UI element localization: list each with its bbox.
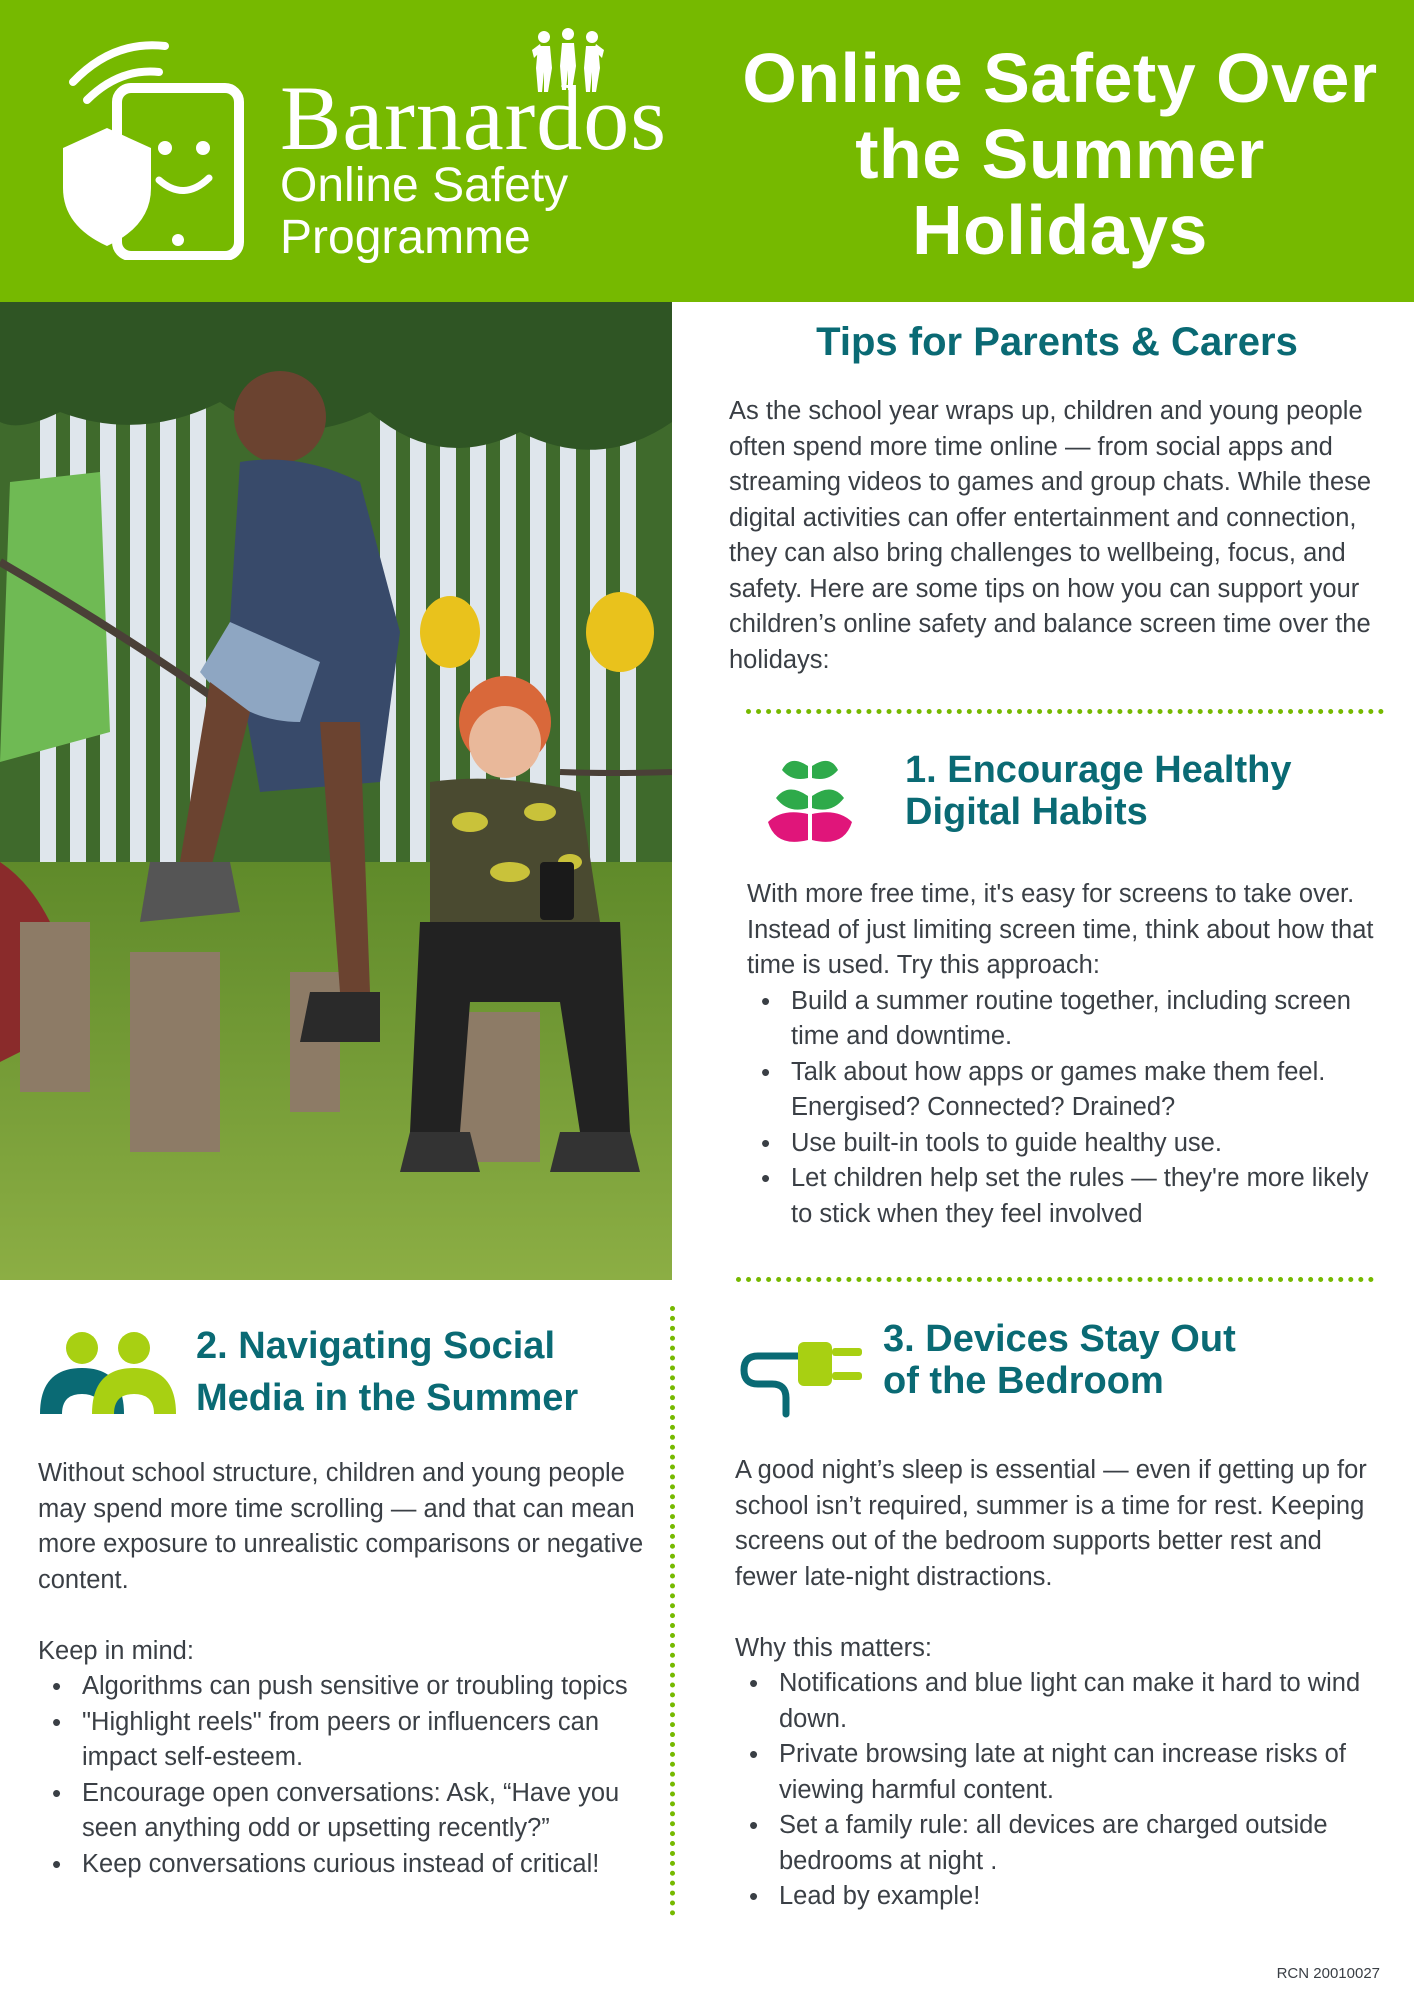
list-item: • Let children help set the rules — they're more likely to stick when they feel involved xyxy=(747,1161,1392,1232)
brand-name: Barnardos xyxy=(280,67,668,169)
footer-code: RCN 20010027 xyxy=(1276,1965,1380,1982)
brand-subtitle-line1: Online Safety xyxy=(280,159,569,212)
section1-body xyxy=(747,877,1392,1232)
people-icon xyxy=(40,1328,176,1418)
section1-heading xyxy=(905,749,1291,833)
divider-vertical xyxy=(670,1306,675,1916)
list-item: • Use built-in tools to guide healthy use. xyxy=(747,1126,1392,1162)
brand-subtitle xyxy=(280,160,568,264)
section2-body xyxy=(38,1456,648,1882)
plug-icon xyxy=(738,1326,866,1418)
intro-paragraph: As the school year wraps up, children and young people often spend more time online — from social apps and streaming videos to games and group chats. While these digital activities can offer entertainment and connection, they can also bring challenges to wellbeing, focus, and safety. Here are some tips on how you can support your children’s online safety and balance screen time over the holidays: xyxy=(729,397,1372,674)
divider-2 xyxy=(736,1277,1374,1282)
list-item: • Algorithms can push sensitive or troubling topics xyxy=(38,1669,648,1705)
section2-keep-in-mind: Keep in mind: xyxy=(38,1636,194,1665)
section2-heading xyxy=(196,1320,578,1424)
list-item: • "Highlight reels" from peers or influencers can impact self-esteem. xyxy=(38,1705,648,1776)
list-item: • Talk about how apps or games make them feel. Energised? Connected? Drained? xyxy=(747,1055,1392,1126)
section3-intro: A good night’s sleep is essential — even if getting up for school isn’t required, summer is a time for rest. Keeping screens out of the bedroom supports better rest and fewer late-night distractions. xyxy=(735,1456,1367,1591)
page-title xyxy=(720,40,1400,268)
list-item: • Build a summer routine together, including screen time and downtime. xyxy=(747,984,1392,1055)
section2-bullets xyxy=(38,1669,648,1882)
list-item: • Notifications and blue light can make it hard to wind down. xyxy=(735,1666,1385,1737)
list-item: • Lead by example! xyxy=(735,1879,1385,1915)
section1-intro: With more free time, it's easy for screens to take over. Instead of just limiting screen time, think about how that time is used. Try this approach: xyxy=(747,880,1374,979)
section3-why: Why this matters: xyxy=(735,1633,932,1662)
header-banner xyxy=(0,0,1414,302)
section1-bullets xyxy=(747,984,1392,1233)
section2-intro: Without school structure, children and young people may spend more time scrolling — and that can mean more exposure to unrealistic comparisons or negative content. xyxy=(38,1459,644,1594)
children-photo xyxy=(0,302,672,1280)
section3-bullets xyxy=(735,1666,1385,1915)
section3-body xyxy=(735,1453,1385,1915)
page-title-line3: Holidays xyxy=(912,191,1208,269)
tablet-shield-logo-icon xyxy=(55,30,295,260)
page-title-line2: the Summer xyxy=(855,115,1265,193)
section1-heading-line1: 1. Encourage Healthy xyxy=(905,749,1292,791)
divider-1 xyxy=(746,709,1384,714)
list-item: • Keep conversations curious instead of critical! xyxy=(38,1847,648,1883)
list-item: • Set a family rule: all devices are charged outside bedrooms at night . xyxy=(735,1808,1385,1879)
section3-heading-line2: of the Bedroom xyxy=(883,1360,1164,1402)
brand-subtitle-line2: Programme xyxy=(280,211,531,264)
list-item: • Encourage open conversations: Ask, “Have you seen anything odd or upsetting recently?” xyxy=(38,1776,648,1847)
list-item: • Private browsing late at night can increase risks of viewing harmful content. xyxy=(735,1737,1385,1808)
section3-heading xyxy=(883,1318,1236,1402)
section2-heading-line1: 2. Navigating Social xyxy=(196,1325,555,1367)
section2-heading-line2: Media in the Summer xyxy=(196,1377,579,1419)
intro-heading: Tips for Parents & Carers xyxy=(816,320,1298,364)
section1-heading-line2: Digital Habits xyxy=(905,791,1148,833)
page-title-line1: Online Safety Over xyxy=(742,39,1378,117)
sprout-icon xyxy=(762,752,858,848)
section3-heading-line1: 3. Devices Stay Out xyxy=(883,1318,1236,1360)
